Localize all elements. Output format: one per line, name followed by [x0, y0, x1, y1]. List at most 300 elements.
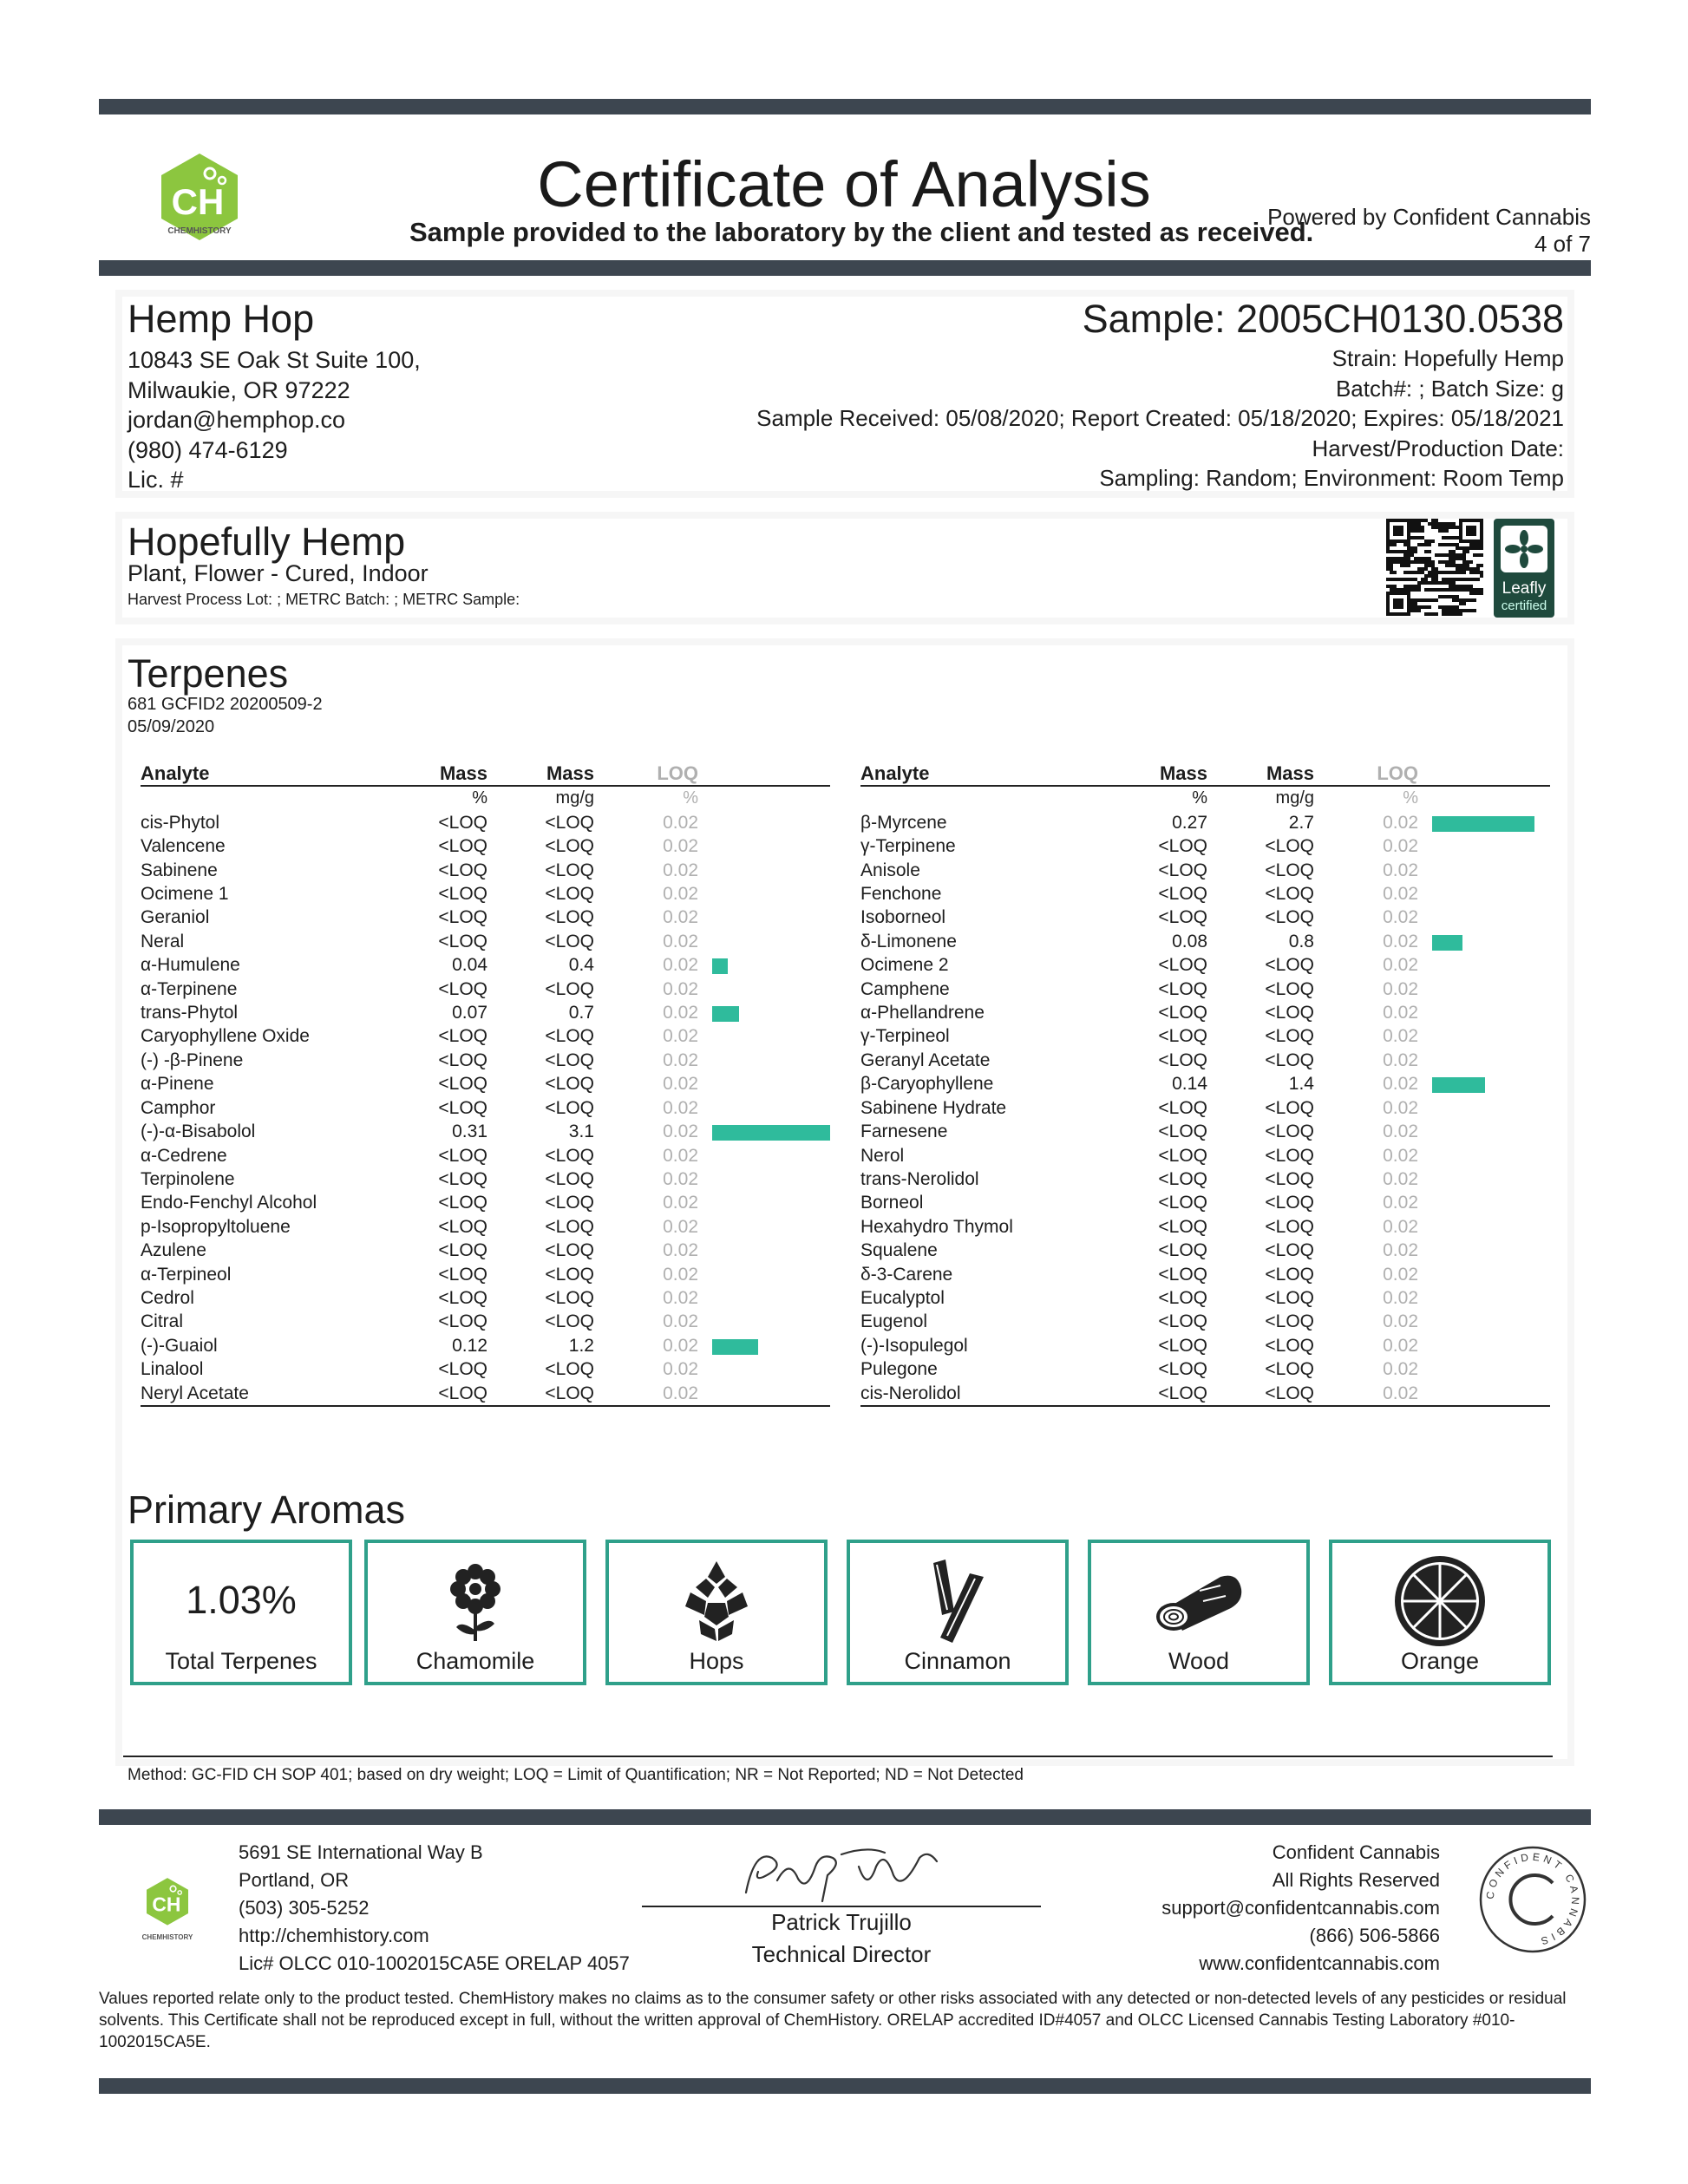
analyte-cell: Camphene — [860, 978, 950, 999]
mass-mgg-cell: <LOQ — [545, 860, 594, 880]
mass-pct-cell: <LOQ — [1147, 1382, 1207, 1406]
leafly-badge: Leafly certified — [1494, 519, 1554, 618]
loq-cell: 0.02 — [663, 1145, 698, 1166]
mass-pct-cell: <LOQ — [1158, 955, 1207, 976]
top-bar — [99, 99, 1591, 114]
loq-cell: 0.02 — [1383, 836, 1418, 857]
aroma-label: Wood — [1168, 1648, 1230, 1674]
loq-cell: 0.02 — [663, 1240, 698, 1261]
aroma-cinnamon — [847, 1540, 1069, 1685]
table-row — [141, 1167, 830, 1191]
loq-cell: 0.02 — [663, 955, 698, 976]
table-row — [860, 1001, 1550, 1024]
bar-cell — [1418, 1263, 1550, 1286]
bar-cell — [698, 930, 830, 953]
table-row — [141, 1382, 830, 1406]
analyte-cell: Geraniol — [141, 907, 210, 928]
table-row — [141, 882, 830, 906]
bar-cell — [698, 978, 830, 1001]
mass-pct-cell: <LOQ — [438, 884, 487, 905]
svg-text:CH: CH — [152, 1893, 181, 1916]
bar-cell — [698, 1239, 830, 1262]
concentration-bar — [1432, 816, 1534, 832]
product-type: Plant, Flower - Cured, Indoor — [128, 560, 429, 586]
bar-cell — [1418, 1001, 1550, 1024]
analyte-cell: α-Cedrene — [141, 1145, 227, 1166]
bar-cell — [698, 953, 830, 977]
aroma-chamomile — [364, 1540, 586, 1685]
bar-cell — [698, 834, 830, 858]
client-address: 10843 SE Oak St Suite 100, Milwaukie, OR 97222 jordan@hemphop.co (980) 474-6129 Lic. # — [128, 347, 421, 493]
loq-cell: 0.02 — [1383, 907, 1418, 928]
mass-mgg-cell: <LOQ — [545, 1074, 594, 1095]
mass-mgg-cell: <LOQ — [545, 1049, 594, 1070]
loq-cell: 0.02 — [663, 1121, 698, 1142]
table-row — [860, 953, 1550, 977]
analyte-cell: Borneol — [860, 1193, 924, 1213]
bar-cell — [698, 811, 830, 834]
loq-cell: 0.02 — [1383, 1335, 1418, 1356]
analyte-cell: β-Myrcene — [860, 812, 947, 833]
bar-cell — [1418, 1191, 1550, 1214]
bar-cell — [698, 1191, 830, 1214]
analyte-cell: Terpinolene — [141, 1168, 235, 1189]
concentration-bar — [712, 958, 728, 974]
analyte-cell: Ocimene 1 — [141, 884, 229, 905]
analyte-cell: cis-Phytol — [141, 812, 220, 833]
table-row — [860, 882, 1550, 906]
mass-pct-cell: <LOQ — [1158, 1240, 1207, 1261]
loq-cell: 0.02 — [594, 1382, 698, 1406]
bar-cell — [1418, 1215, 1550, 1239]
table-row — [860, 1239, 1550, 1262]
concentration-bar — [712, 1006, 739, 1022]
loq-cell: 0.02 — [663, 1168, 698, 1189]
client-name: Hemp Hop — [128, 297, 315, 341]
table-row — [141, 834, 830, 858]
table-row — [141, 1239, 830, 1262]
svg-text:CH: CH — [171, 181, 225, 222]
table-row — [141, 978, 830, 1001]
mass-pct-cell: <LOQ — [438, 812, 487, 833]
cc-email-link[interactable]: support@confidentcannabis.com — [1161, 1897, 1440, 1919]
mass-pct-cell: <LOQ — [1158, 1311, 1207, 1332]
table-row — [141, 1120, 830, 1143]
col-analyte: Analyte — [860, 762, 1147, 786]
mass-pct-cell: <LOQ — [1158, 1264, 1207, 1285]
bar-cell — [1418, 1357, 1550, 1381]
bar-cell — [1418, 930, 1550, 953]
bar-cell — [1418, 1310, 1550, 1333]
table-row — [860, 811, 1550, 834]
analyte-cell: Sabinene — [141, 860, 218, 880]
bar-cell — [1418, 834, 1550, 858]
mass-pct-cell: <LOQ — [1158, 1359, 1207, 1380]
bar-cell — [698, 1120, 830, 1143]
leafly-leaf-icon — [1494, 519, 1554, 579]
analyte-cell: Isoborneol — [860, 907, 946, 928]
chamomile-icon — [441, 1558, 510, 1645]
mass-pct-cell: 0.07 — [452, 1003, 487, 1023]
mass-pct-cell: <LOQ — [1158, 1287, 1207, 1308]
method-divider — [123, 1756, 1553, 1757]
mass-mgg-cell: <LOQ — [545, 1311, 594, 1332]
mass-pct-cell: <LOQ — [438, 1145, 487, 1166]
bar-cell — [1418, 1120, 1550, 1143]
client-email[interactable]: jordan@hemphop.co — [128, 407, 346, 433]
bar-cell — [1418, 978, 1550, 1001]
aroma-wood — [1088, 1540, 1310, 1685]
mass-mgg-cell: <LOQ — [1265, 860, 1314, 880]
analyte-cell: Azulene — [141, 1240, 206, 1261]
col-loq: LOQ — [594, 762, 698, 786]
bar-cell — [698, 1215, 830, 1239]
loq-cell: 0.02 — [663, 1003, 698, 1023]
page-title: Certificate of Analysis — [537, 148, 1151, 220]
mass-mgg-cell: <LOQ — [1265, 1168, 1314, 1189]
mass-mgg-cell: <LOQ — [1265, 1240, 1314, 1261]
col-analyte: Analyte — [141, 762, 427, 786]
loq-cell: 0.02 — [663, 1264, 698, 1285]
table-row — [141, 1286, 830, 1310]
concentration-bar — [712, 1339, 758, 1355]
mass-mgg-cell: <LOQ — [1265, 978, 1314, 999]
analyte-cell: Eucalyptol — [860, 1287, 945, 1308]
mass-mgg-cell: <LOQ — [1265, 1335, 1314, 1356]
mass-mgg-cell: <LOQ — [545, 907, 594, 928]
loq-cell: 0.02 — [663, 978, 698, 999]
table-row — [860, 1263, 1550, 1286]
bar-cell — [1418, 811, 1550, 834]
analyte-cell: Squalene — [860, 1240, 938, 1261]
table-row — [860, 1167, 1550, 1191]
loq-cell: 0.02 — [1383, 1121, 1418, 1142]
table-row — [141, 906, 830, 929]
loq-cell: 0.02 — [663, 1193, 698, 1213]
analyte-cell: Ocimene 2 — [860, 955, 949, 976]
analyte-cell: α-Terpinene — [141, 978, 238, 999]
analyte-cell: Geranyl Acetate — [860, 1049, 991, 1070]
table-row — [860, 859, 1550, 882]
table-row — [860, 1357, 1550, 1381]
analyte-cell: trans-Phytol — [141, 1003, 239, 1023]
mass-mgg-cell: <LOQ — [545, 1193, 594, 1213]
mass-pct-cell: <LOQ — [1158, 1003, 1207, 1023]
loq-cell: 0.02 — [1383, 884, 1418, 905]
analyte-cell: cis-Nerolidol — [860, 1382, 1147, 1406]
table-row — [860, 1049, 1550, 1072]
mass-pct-cell: <LOQ — [1158, 884, 1207, 905]
bar-cell — [1418, 1167, 1550, 1191]
mass-mgg-cell: <LOQ — [545, 978, 594, 999]
loq-cell: 0.02 — [1383, 1145, 1418, 1166]
bar-cell — [698, 1024, 830, 1048]
col-mass-pct: Mass — [427, 762, 487, 786]
lab-contact: 5691 SE International Way B Portland, OR (503) 305-5252 http://chemhistory.com Lic# OLCC 010-1002015CA5E ORELAP 4057 — [239, 1841, 630, 1974]
bar-cell — [698, 906, 830, 929]
bar-cell — [698, 1357, 830, 1381]
table-row — [141, 1049, 830, 1072]
col-mass-pct: Mass — [1147, 762, 1207, 786]
mass-pct-cell: <LOQ — [438, 1193, 487, 1213]
concentration-bar — [1432, 1077, 1485, 1093]
aromas-title: Primary Aromas — [128, 1488, 406, 1532]
bar-cell — [698, 1167, 830, 1191]
table-row — [860, 1144, 1550, 1167]
bar-cell — [698, 1049, 830, 1072]
analyte-cell: α-Pinene — [141, 1074, 214, 1095]
lab-website-link[interactable]: http://chemhistory.com — [239, 1925, 429, 1946]
signer-title: Technical Director — [751, 1941, 932, 1967]
analyte-cell: Hexahydro Thymol — [860, 1216, 1013, 1237]
mass-mgg-cell: <LOQ — [1265, 1359, 1314, 1380]
analyte-cell: Eugenol — [860, 1311, 928, 1332]
mass-pct-cell: <LOQ — [438, 1311, 487, 1332]
hops-icon — [680, 1558, 753, 1645]
bar-cell — [1418, 1286, 1550, 1310]
analyte-cell: δ-3-Carene — [860, 1264, 953, 1285]
signer-name: Patrick Trujillo — [771, 1909, 912, 1935]
mass-pct-cell: <LOQ — [438, 1240, 487, 1261]
mass-mgg-cell: <LOQ — [545, 836, 594, 857]
mass-pct-cell: <LOQ — [1158, 978, 1207, 999]
loq-cell: 0.02 — [663, 884, 698, 905]
bar-cell — [1418, 1049, 1550, 1072]
analyte-cell: trans-Nerolidol — [860, 1168, 979, 1189]
analyte-cell: Pulegone — [860, 1359, 938, 1380]
table-row — [860, 1382, 1550, 1406]
mass-mgg-cell: <LOQ — [1265, 1287, 1314, 1308]
total-terpenes-value: 1.03% — [186, 1578, 297, 1622]
mass-mgg-cell: <LOQ — [545, 812, 594, 833]
signature — [737, 1841, 945, 1910]
analyte-cell: α-Terpineol — [141, 1264, 232, 1285]
analyte-cell: Valencene — [141, 836, 226, 857]
loq-cell: 0.02 — [1383, 1359, 1418, 1380]
loq-cell: 0.02 — [1314, 1382, 1418, 1406]
table-row — [141, 859, 830, 882]
mass-pct-cell: 0.14 — [1172, 1074, 1207, 1095]
terpenes-table-left: Analyte Mass Mass LOQ % mg/g % cis-Phytol <LOQ <LOQ 0.02 Valencene <LOQ <LOQ 0.02 Sabinene <LOQ <LOQ 0.02 Ocimene 1 <LOQ <LOQ 0.02 Geraniol <LOQ <LOQ 0.02 Neral <LOQ <LOQ 0.02 α-Humulene 0.04 0.4 0.02 α-Terpinene <LOQ <LOQ 0.02 trans-Phytol 0.07 0.7 0.02 Caryophyllene Oxide <LOQ <LOQ 0.02 (-) -β-Pinene <LOQ <LOQ 0.02 α-Pinene <LOQ <LOQ 0.02 Camphor <LOQ <LOQ 0.02 (-)-α-Bisabolol 0.31 3.1 0.02 α-Cedrene <LOQ <LOQ 0.02 Terpinolene <LOQ <LOQ 0.02 Endo-Fenchyl Alcohol <LOQ <LOQ 0.02 p-Isopropyltoluene <LOQ <LOQ 0.02 Azulene <LOQ <LOQ 0.02 α-Terpineol <LOQ <LOQ 0.02 Cedrol <LOQ <LOQ 0.02 Citral <LOQ <LOQ 0.02 (-)-Guaiol 0.12 1.2 0.02 Linalool <LOQ <LOQ 0.02 Neryl Acetate <LOQ <LOQ 0.02 — [141, 762, 830, 1407]
mass-pct-cell: <LOQ — [438, 1359, 487, 1380]
loq-cell: 0.02 — [663, 1026, 698, 1047]
loq-cell: 0.02 — [1383, 931, 1418, 951]
analyte-cell: p-Isopropyltoluene — [141, 1216, 291, 1237]
loq-cell: 0.02 — [663, 1216, 698, 1237]
mass-mgg-cell: <LOQ — [1265, 836, 1314, 857]
mass-mgg-cell: <LOQ — [1265, 907, 1314, 928]
table-row — [141, 1263, 830, 1286]
table-row — [860, 1191, 1550, 1214]
mass-pct-cell: <LOQ — [1158, 1216, 1207, 1237]
col-mass-mgg: Mass — [487, 762, 594, 786]
mass-mgg-cell: <LOQ — [1265, 1121, 1314, 1142]
loq-cell: 0.02 — [663, 907, 698, 928]
analyte-cell: γ-Terpineol — [860, 1026, 950, 1047]
mass-pct-cell: 0.08 — [1172, 931, 1207, 951]
mass-pct-cell: <LOQ — [438, 860, 487, 880]
analyte-cell: (-) -β-Pinene — [141, 1049, 244, 1070]
mass-mgg-cell: <LOQ — [1265, 1264, 1314, 1285]
bar-cell — [1418, 882, 1550, 906]
col-loq: LOQ — [1314, 762, 1418, 786]
mass-mgg-cell: 1.4 — [1288, 1074, 1314, 1095]
aroma-label: Cinnamon — [904, 1648, 1011, 1674]
total-terpenes-label: Total Terpenes — [165, 1648, 317, 1674]
logo-caption: CHEMHISTORY — [167, 226, 232, 236]
page-subtitle: Sample provided to the laboratory by the client and tested as received. — [409, 217, 1314, 247]
analyte-cell: α-Humulene — [141, 955, 240, 976]
mass-mgg-cell: <LOQ — [1207, 1382, 1314, 1406]
table-row — [141, 1334, 830, 1357]
aroma-total-terpenes — [130, 1540, 352, 1685]
bar-cell — [698, 882, 830, 906]
loq-cell: 0.02 — [1383, 1311, 1418, 1332]
terpenes-date: 05/09/2020 — [128, 717, 215, 736]
bar-cell — [1418, 1096, 1550, 1120]
table-row — [141, 1072, 830, 1095]
mass-mgg-cell: <LOQ — [1265, 1049, 1314, 1070]
loq-cell: 0.02 — [663, 1049, 698, 1070]
mass-pct-cell: <LOQ — [1158, 907, 1207, 928]
table-row — [860, 906, 1550, 929]
mass-mgg-cell: 3.1 — [568, 1121, 594, 1142]
wood-icon — [1151, 1566, 1246, 1636]
footer-bar — [99, 1809, 1591, 1825]
bar-cell — [698, 1072, 830, 1095]
loq-cell: 0.02 — [663, 1287, 698, 1308]
analyte-cell: Neryl Acetate — [141, 1382, 427, 1406]
powered-by: Powered by Confident Cannabis — [1267, 204, 1591, 230]
mass-pct-cell: <LOQ — [438, 1049, 487, 1070]
mass-pct-cell: <LOQ — [438, 1074, 487, 1095]
concentration-bar — [712, 1125, 830, 1141]
loq-cell: 0.02 — [663, 1359, 698, 1380]
mass-mgg-cell: <LOQ — [545, 1145, 594, 1166]
table-row — [141, 1096, 830, 1120]
bar-cell — [1418, 906, 1550, 929]
mass-pct-cell: 0.27 — [1172, 812, 1207, 833]
mass-mgg-cell: 0.8 — [1288, 931, 1314, 951]
analyte-cell: Citral — [141, 1311, 184, 1332]
bar-cell — [698, 1286, 830, 1310]
bar-cell — [698, 1382, 830, 1406]
mass-mgg-cell: <LOQ — [1265, 1097, 1314, 1118]
mass-pct-cell: <LOQ — [438, 1216, 487, 1237]
mass-pct-cell: <LOQ — [438, 1287, 487, 1308]
mass-pct-cell: <LOQ — [1158, 1335, 1207, 1356]
chemhistory-footer-logo: CH CHEMHISTORY — [139, 1877, 196, 1939]
cc-website-link[interactable]: www.confidentcannabis.com — [1199, 1952, 1440, 1974]
mass-pct-cell: <LOQ — [1158, 1026, 1207, 1047]
mass-mgg-cell: <LOQ — [1265, 955, 1314, 976]
mass-pct-cell: <LOQ — [1158, 1121, 1207, 1142]
product-lot: Harvest Process Lot: ; METRC Batch: ; METRC Sample: — [128, 591, 520, 608]
analyte-cell: (-)-α-Bisabolol — [141, 1121, 256, 1142]
loq-cell: 0.02 — [663, 1097, 698, 1118]
loq-cell: 0.02 — [663, 931, 698, 951]
loq-cell: 0.02 — [1383, 1287, 1418, 1308]
bar-cell — [1418, 1144, 1550, 1167]
loq-cell: 0.02 — [1383, 1026, 1418, 1047]
confident-cannabis-seal — [1476, 1843, 1589, 1956]
page-number: 4 of 7 — [1534, 231, 1591, 257]
table-row — [860, 1334, 1550, 1357]
mass-mgg-cell: <LOQ — [545, 1264, 594, 1285]
mass-pct-cell: <LOQ — [438, 1264, 487, 1285]
mass-pct-cell: <LOQ — [427, 1382, 487, 1406]
bar-cell — [698, 1263, 830, 1286]
cc-contact: Confident Cannabis All Rights Reserved support@confidentcannabis.com (866) 506-5866 www.confidentcannabis.com — [1161, 1839, 1440, 1978]
table-row — [141, 1215, 830, 1239]
loq-cell: 0.02 — [1383, 1240, 1418, 1261]
analyte-cell: α-Phellandrene — [860, 1003, 985, 1023]
mass-pct-cell: <LOQ — [438, 907, 487, 928]
bar-cell — [698, 1310, 830, 1333]
loq-cell: 0.02 — [1383, 1193, 1418, 1213]
loq-cell: 0.02 — [663, 836, 698, 857]
qr-code[interactable] — [1386, 519, 1483, 616]
analyte-cell: Camphor — [141, 1097, 216, 1118]
mass-pct-cell: 0.12 — [452, 1335, 487, 1356]
table-row — [141, 1024, 830, 1048]
loq-cell: 0.02 — [1383, 812, 1418, 833]
mass-pct-cell: <LOQ — [1158, 1193, 1207, 1213]
mass-pct-cell: <LOQ — [1158, 1168, 1207, 1189]
loq-cell: 0.02 — [1383, 860, 1418, 880]
mass-mgg-cell: <LOQ — [545, 1240, 594, 1261]
table-row — [141, 953, 830, 977]
analyte-cell: Neral — [141, 931, 185, 951]
mass-mgg-cell: <LOQ — [1265, 1193, 1314, 1213]
mass-mgg-cell: <LOQ — [1265, 1145, 1314, 1166]
table-row — [141, 1310, 830, 1333]
table-row — [860, 1072, 1550, 1095]
mass-pct-cell: <LOQ — [1158, 1145, 1207, 1166]
loq-cell: 0.02 — [663, 1074, 698, 1095]
mass-mgg-cell: <LOQ — [1265, 884, 1314, 905]
mass-mgg-cell: <LOQ — [1265, 1311, 1314, 1332]
mass-pct-cell: <LOQ — [438, 1097, 487, 1118]
mass-pct-cell: <LOQ — [438, 1026, 487, 1047]
terpenes-title: Terpenes — [128, 651, 289, 696]
table-row — [141, 1001, 830, 1024]
analyte-cell: Fenchone — [860, 884, 942, 905]
mass-mgg-cell: <LOQ — [545, 1359, 594, 1380]
analyte-cell: Cedrol — [141, 1287, 194, 1308]
method-note: Method: GC-FID CH SOP 401; based on dry weight; LOQ = Limit of Quantification; NR = Not Reported; ND = Not Detected — [128, 1766, 1024, 1784]
bar-cell — [698, 1096, 830, 1120]
loq-cell: 0.02 — [1383, 1049, 1418, 1070]
loq-cell: 0.02 — [663, 860, 698, 880]
bar-cell — [1418, 953, 1550, 977]
sample-id: Sample: 2005CH0130.0538 — [1082, 297, 1564, 341]
bar-cell — [1418, 1382, 1550, 1406]
mass-mgg-cell: <LOQ — [545, 884, 594, 905]
analyte-cell: γ-Terpinene — [860, 836, 956, 857]
table-row — [141, 811, 830, 834]
loq-cell: 0.02 — [1383, 1264, 1418, 1285]
bar-cell — [1418, 1072, 1550, 1095]
mass-mgg-cell: <LOQ — [487, 1382, 594, 1406]
mass-mgg-cell: 1.2 — [568, 1335, 594, 1356]
bar-cell — [1418, 1334, 1550, 1357]
mass-mgg-cell: 0.7 — [568, 1003, 594, 1023]
loq-cell: 0.02 — [663, 1335, 698, 1356]
disclaimer: Values reported relate only to the product tested. ChemHistory makes no claims as to the consumer safety or other risks associated with any detected or non-detected levels of any pesticides or residual solvents. This Certificate shall not be reproduced except in full, without the written approval of ChemHistory. ORELAP accredited ID#4057 and OLCC Licensed Cannabis Testing Laboratory #010-1002015CA5E. — [99, 1990, 1567, 2051]
bar-cell — [698, 1334, 830, 1357]
loq-cell: 0.02 — [1383, 1003, 1418, 1023]
